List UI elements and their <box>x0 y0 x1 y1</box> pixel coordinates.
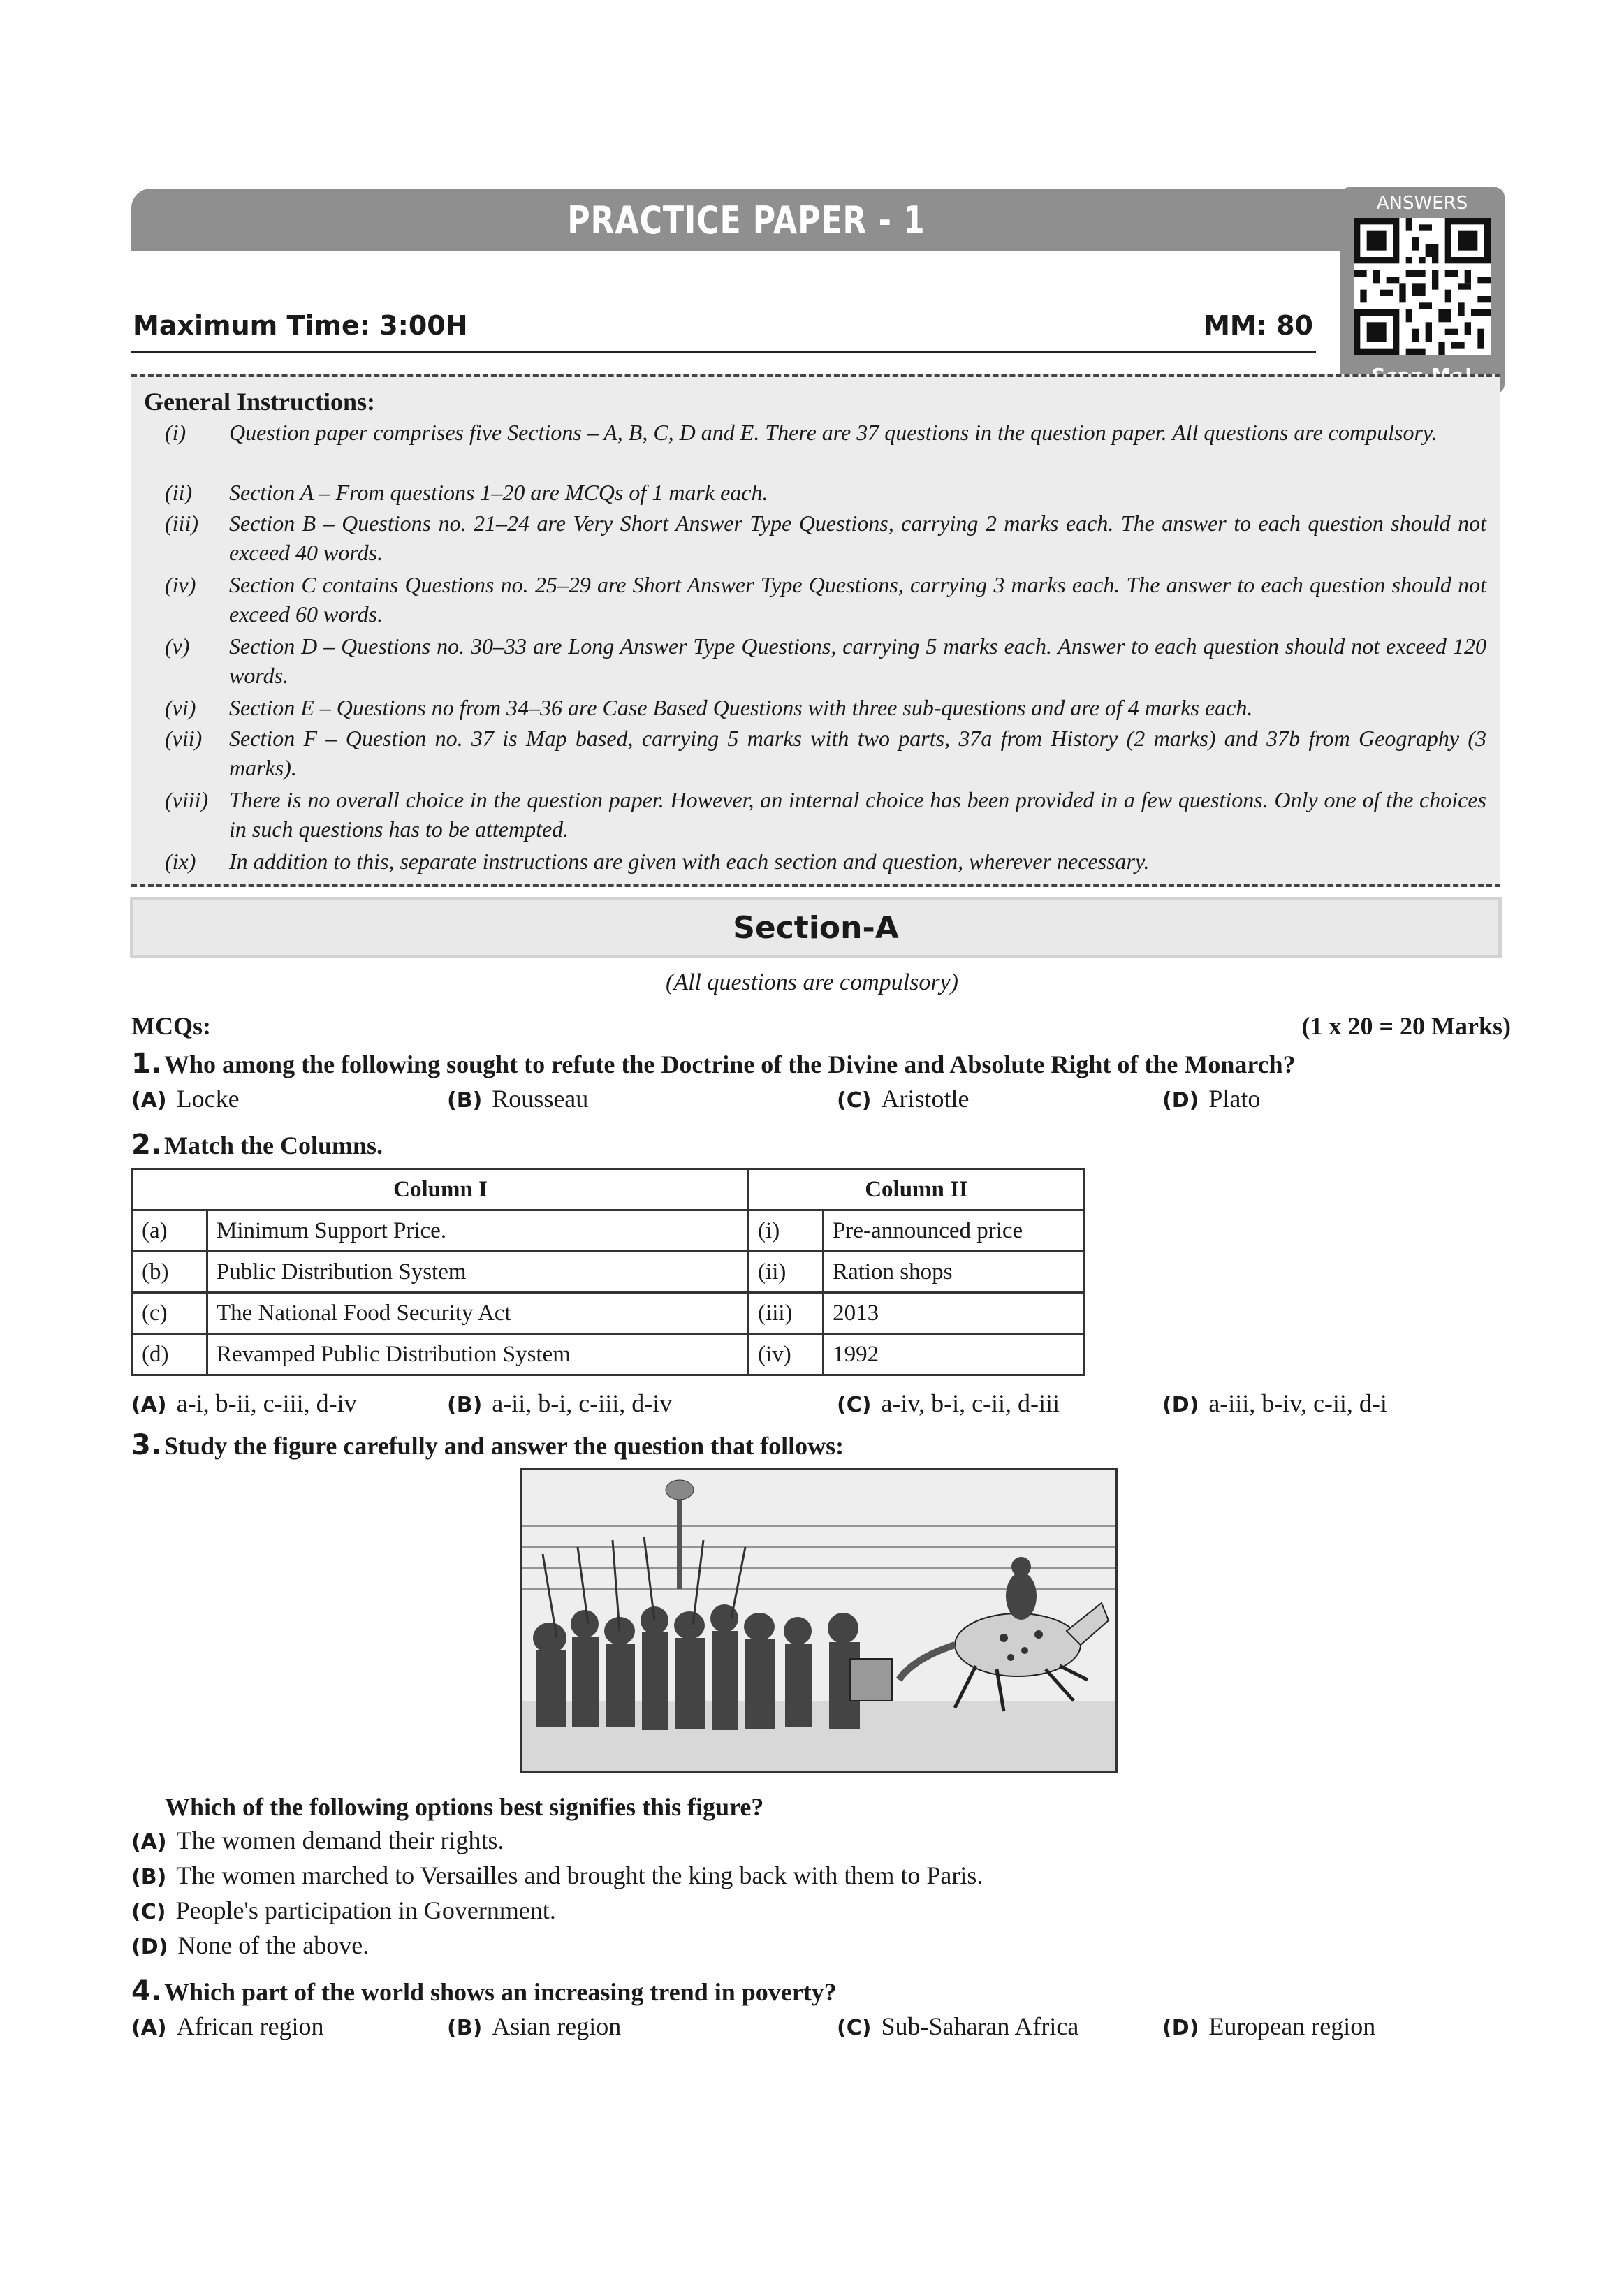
table-cell: Minimum Support Price. <box>207 1210 749 1252</box>
option-text: European region <box>1208 2012 1376 2040</box>
option-text: a-ii, b-i, c-iii, d-iv <box>492 1389 673 1417</box>
option-letter: (A) <box>131 1393 167 1417</box>
option-a[interactable] <box>131 1084 240 1113</box>
option-c[interactable] <box>837 2012 1078 2041</box>
instruction-text: Question paper comprises five Sections – A, B, C, D and E. There are 37 questions in the question paper. All questions are compulsory. <box>229 420 1438 445</box>
instruction-text: In addition to this, separate instructions are given with each section and question, wherever necessary. <box>229 849 1150 874</box>
option-letter: (B) <box>447 2016 483 2040</box>
section-subtitle: (All questions are compulsory) <box>666 969 958 995</box>
option-b[interactable] <box>447 1389 672 1418</box>
option-d[interactable] <box>1162 1389 1387 1418</box>
instruction-number: (ix) <box>165 849 196 874</box>
table-header: Column I <box>133 1169 749 1210</box>
option-b[interactable] <box>131 1861 983 1890</box>
table-cell: Ration shops <box>824 1252 1085 1293</box>
table-cell: 2013 <box>824 1293 1085 1334</box>
question-text: Match the Columns. <box>164 1132 383 1159</box>
instruction-text: Section C contains Questions no. 25–29 are Short Answer Type Questions, carrying 3 marks each. The answer to each question should not exceed 60 words. <box>229 572 1486 627</box>
table-row <box>133 1293 1085 1334</box>
option-text: Plato <box>1208 1085 1261 1113</box>
option-a[interactable] <box>131 1826 504 1855</box>
table-header: Column II <box>749 1169 1085 1210</box>
section-header <box>130 897 1502 958</box>
table-cell: (i) <box>749 1210 824 1252</box>
option-letter: (C) <box>837 1393 872 1417</box>
option-letter: (D) <box>1162 1088 1199 1113</box>
option-text: None of the above. <box>177 1931 370 1959</box>
option-text: Aristotle <box>881 1085 970 1113</box>
option-text: a-iii, b-iv, c-ii, d-i <box>1208 1389 1387 1417</box>
instruction-text: There is no overall choice in the question paper. However, an internal choice has been provided in a few questions. Only one of the choices in such questions has to be attempted. <box>229 787 1486 842</box>
answers-qr-block[interactable] <box>1340 187 1505 394</box>
table-cell: (c) <box>133 1293 207 1334</box>
instruction-number: (iv) <box>165 572 196 597</box>
option-c[interactable] <box>131 1896 556 1925</box>
question-1 <box>131 1048 1296 1080</box>
table-cell: (a) <box>133 1210 207 1252</box>
instruction-number: (vii) <box>165 726 203 751</box>
instruction-text: Section D – Questions no. 30–33 are Long Answer Type Questions, carrying 5 marks each. Answer to each question should not exceed 120 words. <box>229 634 1486 688</box>
table-cell: 1992 <box>824 1334 1085 1375</box>
instructions-title: General Instructions: <box>144 388 375 416</box>
instruction-text: Section F – Question no. 37 is Map based, carrying 5 marks with two parts, 37a from History (2 marks) and 37b from Geography (3 marks). <box>229 726 1486 780</box>
option-a[interactable] <box>131 2012 324 2041</box>
table-cell: Public Distribution System <box>207 1252 749 1293</box>
instruction-text: Section E – Questions no from 34–36 are Case Based Questions with three sub-questions and are of 4 marks each. <box>229 695 1253 720</box>
option-text: Asian region <box>492 2012 622 2040</box>
option-text: African region <box>176 2012 324 2040</box>
option-text: Sub-Saharan Africa <box>881 2012 1079 2040</box>
match-columns-table <box>131 1168 1085 1376</box>
table-row <box>133 1210 1085 1252</box>
option-letter: (B) <box>447 1088 483 1113</box>
table-cell: (iv) <box>749 1334 824 1375</box>
option-b[interactable] <box>447 2012 621 2041</box>
table-cell: The National Food Security Act <box>207 1293 749 1334</box>
instruction-number: (viii) <box>165 787 209 812</box>
option-d[interactable] <box>1162 2012 1375 2041</box>
question-number: 2. <box>131 1129 162 1161</box>
qr-code-icon[interactable] <box>1354 218 1491 355</box>
question-text: Who among the following sought to refute the Doctrine of the Divine and Absolute Right of the Monarch? <box>164 1051 1296 1078</box>
option-letter: (C) <box>837 2016 872 2040</box>
question-number: 1. <box>131 1048 162 1080</box>
question-4 <box>131 1975 837 2007</box>
option-text: Locke <box>176 1085 240 1113</box>
instruction-text: Section B – Questions no. 21–24 are Very Short Answer Type Questions, carrying 2 marks each. The answer to each question should not exceed 40 words. <box>229 511 1486 565</box>
question-number: 4. <box>131 1975 162 2007</box>
question-number: 3. <box>131 1429 162 1461</box>
option-c[interactable] <box>837 1084 969 1113</box>
question-text: Which part of the world shows an increasing trend in poverty? <box>164 1978 837 2006</box>
instruction-number: (iii) <box>165 511 198 536</box>
table-cell: Pre-announced price <box>824 1210 1085 1252</box>
page-title: PRACTICE PAPER - 1 <box>566 198 926 242</box>
option-d[interactable] <box>1162 1084 1260 1113</box>
time-marks-line <box>131 306 1316 353</box>
option-letter: (D) <box>1162 1393 1199 1417</box>
option-letter: (A) <box>131 2016 167 2040</box>
option-text: Rousseau <box>492 1085 589 1113</box>
option-letter: (C) <box>131 1900 166 1924</box>
instruction-text: Section A – From questions 1–20 are MCQs of 1 mark each. <box>229 480 768 505</box>
instruction-number: (v) <box>165 634 190 659</box>
option-a[interactable] <box>131 1389 357 1418</box>
historical-engraving-image <box>520 1468 1118 1773</box>
option-letter: (B) <box>447 1393 483 1417</box>
page-title-banner <box>131 189 1361 251</box>
table-cell: (iii) <box>749 1293 824 1334</box>
question-text: Study the figure carefully and answer the question that follows: <box>164 1432 844 1460</box>
option-b[interactable] <box>447 1084 588 1113</box>
option-c[interactable] <box>837 1389 1060 1418</box>
table-cell: (ii) <box>749 1252 824 1293</box>
table-row <box>133 1252 1085 1293</box>
qr-label-top: ANSWERS <box>1376 193 1468 214</box>
table-row <box>133 1334 1085 1375</box>
table-cell: (d) <box>133 1334 207 1375</box>
instruction-number: (ii) <box>165 480 193 505</box>
table-header-row <box>133 1169 1085 1210</box>
instruction-number: (i) <box>165 420 186 445</box>
option-letter: (A) <box>131 1830 167 1854</box>
section-marks: (1 x 20 = 20 Marks) <box>1301 1012 1511 1040</box>
instruction-number: (vi) <box>165 695 196 720</box>
option-letter: (D) <box>131 1935 168 1959</box>
table-cell: (b) <box>133 1252 207 1293</box>
general-instructions-box <box>131 374 1500 887</box>
option-letter: (C) <box>837 1088 872 1113</box>
question-2 <box>131 1129 383 1161</box>
option-text: a-i, b-ii, c-iii, d-iv <box>176 1389 357 1417</box>
option-text: The women marched to Versailles and brought the king back with them to Paris. <box>176 1861 983 1889</box>
section-title: Section-A <box>733 909 899 946</box>
option-text: People's participation in Government. <box>175 1896 556 1924</box>
question-3 <box>131 1429 844 1461</box>
option-text: The women demand their rights. <box>176 1827 504 1854</box>
max-time: Maximum Time: 3:00H <box>133 310 468 341</box>
question-3-subtext: Which of the following options best signifies this figure? <box>165 1793 764 1821</box>
mcq-label: MCQs: <box>131 1012 211 1040</box>
option-text: a-iv, b-i, c-ii, d-iii <box>881 1389 1060 1417</box>
option-d[interactable] <box>131 1931 369 1960</box>
option-letter: (B) <box>131 1865 167 1889</box>
option-letter: (D) <box>1162 2016 1199 2040</box>
table-cell: Revamped Public Distribution System <box>207 1334 749 1375</box>
option-letter: (A) <box>131 1088 167 1113</box>
max-marks: MM: 80 <box>1204 310 1313 341</box>
